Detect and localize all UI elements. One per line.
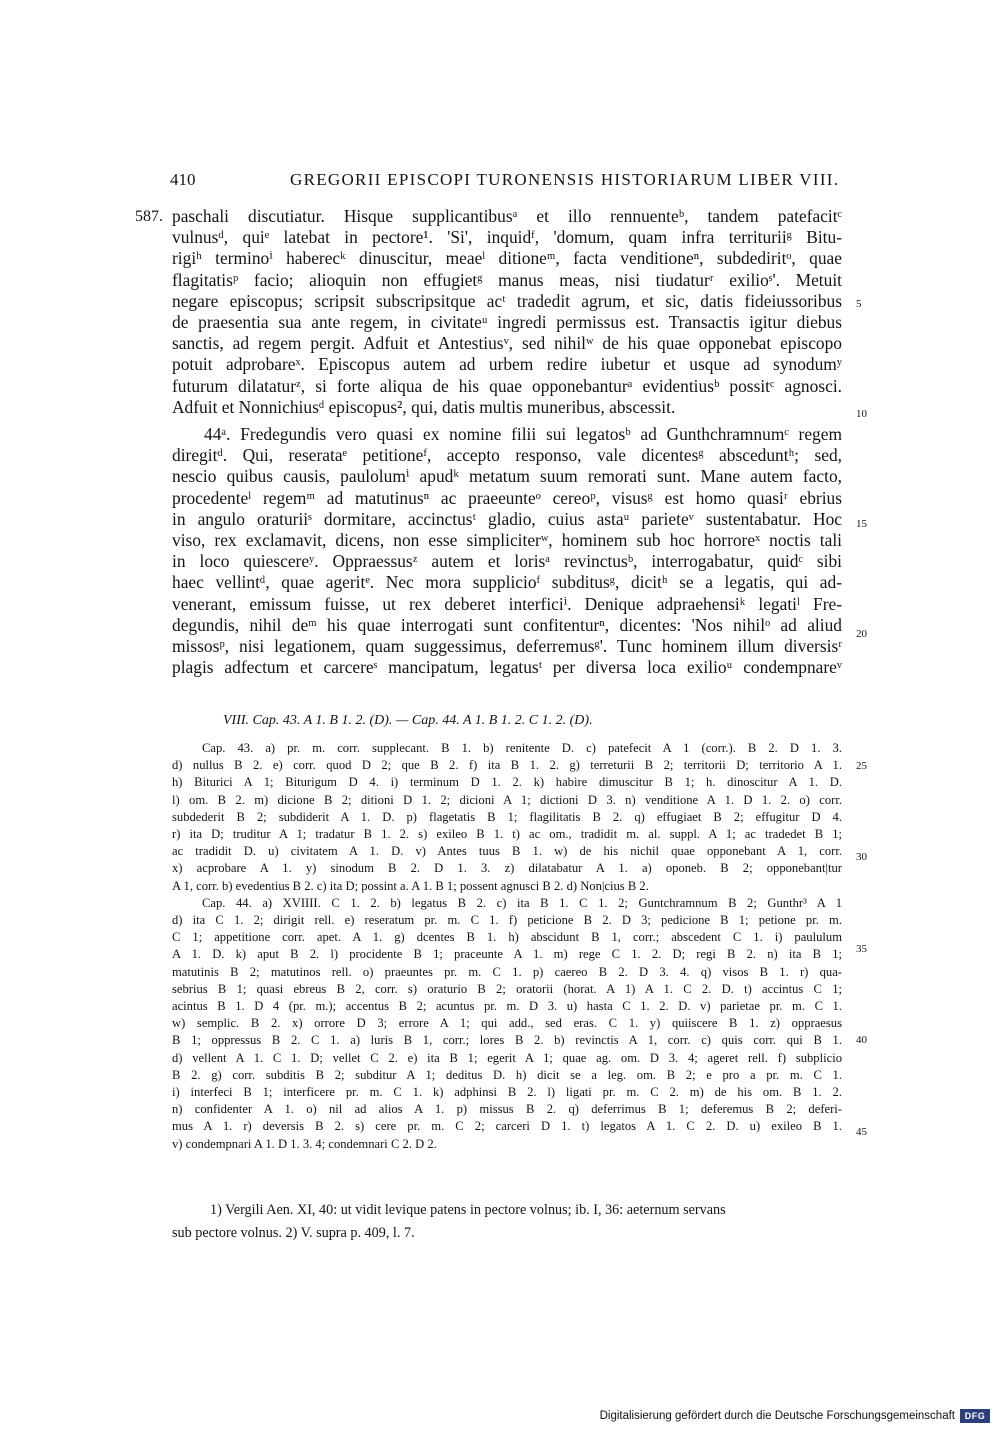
apparatus-line: mus A 1. r) deversis B 2. s) cere pr. m. C 2; carceri D 1. t) legatos A 1. C 2. D. u) exileo B 1.	[172, 1119, 842, 1134]
apparatus-line: Cap. 44. a) XVIIII. C 1. 2. b) legatus B 2. c) ita B 1. C 1. 2; Guntchramnum B 2; Gunthr³ A 1	[202, 895, 842, 910]
running-title: GREGORII EPISCOPI TURONENSIS HISTORIARUM LIBER VIII.	[290, 170, 840, 189]
apparatus-line: sebrius B 1; quasi ebreus B 2, corr. s) oraturio B 2; oratorii (horat. A 1) A 1. C 2. D. t) accintus C 1;	[172, 981, 842, 996]
text-line: degundis, nihil deᵐ his quae interrogati sunt confitenturⁿ, dicentes: 'Nos nihilᵒ ad aliud	[172, 614, 842, 635]
line-number: 15	[856, 518, 867, 530]
text-line: vulnusᵈ, quiᵉ latebat in pectore¹. 'Si', inquidᶠ, 'domum, quam infra territuriiᵍ Bitu-	[172, 227, 842, 248]
text-line: futurum dilataturᶻ, si forte aliqua de his quae opponebanturᵃ evidentiusᵇ possitᶜ agnosci.	[172, 375, 842, 396]
line-number: 25	[856, 760, 867, 772]
text-line: rigiʰ terminoⁱ haberecᵏ dinuscitur, meaeˡ ditioneᵐ, facta venditioneⁿ, subdediritᵒ, quae	[172, 248, 842, 269]
apparatus-line: n) confidenter A 1. o) nil ad alios A 1. p) missus B 2. q) deferrimus B 1; deferemus B 2; deferi-	[172, 1102, 842, 1117]
apparatus-line: d) ita C 1. 2; dirigit rell. e) reseratum pr. m. C 1. f) peticione B 2. D 3; pedicione B 1; petione pr. m.	[172, 913, 842, 928]
text-line: flagitatisᵖ facio; alioquin non effugietᵍ manus meas, nisi tiudaturʳ exilioˢ'. Metuit	[172, 269, 842, 290]
text-line: plagis adfectum et carcereˢ mancipatum, legatusᵗ per diversa loca exilioᵘ condempnareᵛ	[172, 657, 842, 678]
text-line: in loco quiescereʸ. Oppraessusᶻ autem et lorisᵃ revinctusᵇ, interrogabatur, quidᶜ sibi	[172, 551, 842, 572]
line-number: 20	[856, 628, 867, 640]
apparatus-line: A 1. D. k) aput B 2. l) procidente B 1; praceunte A 1. m) rege C 1. 2. D; regi B 2. n) ita B 1;	[172, 947, 842, 962]
text-line: diregitᵈ. Qui, reserataᵉ petitioneᶠ, accepto responso, vale dicentesᵍ absceduntʰ; sed,	[172, 445, 842, 466]
text-line: missosᵖ, nisi legationem, quam suggessimus, deferremusᵍ'. Tunc hominem illum diversisʳ	[172, 636, 842, 657]
margin-year: 587.	[135, 208, 163, 225]
apparatus-line: B 2. g) corr. subditis B 2; subditur A 1; deditus D. h) dicit se a leg. om. B 2; e pro a pr. m. C 1.	[172, 1067, 842, 1082]
apparatus-line: subdederit B 2; subdiderit A 1. D. p) flagetatis B 1; flagilitatis B 2. q) effugiaet B 2; effugitur D 4.	[172, 809, 842, 824]
apparatus-line: C 1; appetitione corr. apet. A 1. g) dcentes B 1. h) abscidunt B 1, corr.; abscedent C 1. i) paululum	[172, 930, 842, 945]
line-number: 30	[856, 851, 867, 863]
apparatus-line: Cap. 43. a) pr. m. corr. supplecant. B 1. b) renitente D. c) patefecit A 1 (corr.). B 2. D 1. 3.	[202, 741, 842, 755]
footnote-line: sub pectore volnus. 2) V. supra p. 409, l. 7.	[172, 1224, 415, 1241]
critical-apparatus	[172, 740, 842, 1153]
line-number: 35	[856, 943, 867, 955]
digitization-credit	[600, 1406, 990, 1426]
apparatus-line: matutinis B 2; matutinos rell. o) praeuntes pr. m. C 1. p) caereo B 2. D 3. 4. q) visos B 1. r) qua-	[172, 964, 842, 979]
footnotes	[172, 1199, 842, 1244]
line-number: 5	[856, 298, 862, 310]
line-number: 45	[856, 1126, 867, 1138]
apparatus-line: w) semplic. B 2. x) orrore D 3; errore A 1; qui add., sed eras. C 1. y) quiiscere B 1. z) oppraesus	[172, 1016, 842, 1031]
apparatus-line: ac tradidit D. u) civitatem A 1. D. v) Antes tuus B 1. w) de his nichil quae opponebant A 1, corr.	[172, 844, 842, 859]
apparatus-line: r) ita D; truditur A 1; tradatur B 1. 2. s) exileo B 1. t) ac om., tradidit m. al. suppl. A 1; ac tradedet B 1;	[172, 827, 842, 842]
text-line: potuit adprobareˣ. Episcopus autem ad urbem redire iubetur et usque ad synodumʸ	[172, 354, 842, 375]
text-line: nescio quibus causis, paulolumⁱ apudᵏ metatum suum remorati sunt. Mane autem facto,	[172, 466, 842, 487]
page-number: 410	[170, 170, 196, 189]
apparatus-line: d) nullus B 2. e) corr. quod D 2; que B 2. f) ita B 1. 2. g) terreturii B 2; territorii D; territorio A 1.	[172, 758, 842, 773]
text-line: de praesentia sua ante regem, in civitateᵘ ingredi permissus est. Transactis igitur diebus	[172, 312, 842, 333]
manuscript-sigla: VIII. Cap. 43. A 1. B 1. 2. (D). — Cap. 44. A 1. B 1. 2. C 1. 2. (D).	[223, 713, 593, 728]
apparatus-line: B 1; oppressus B 2. C 1. a) luris B 1, corr.; lores B 2. b) revinctis A 1, corr. c) quis corr. qui B 1.	[172, 1033, 842, 1048]
text-line: sanctis, ad regem pergit. Adfuit et Antestiusᵛ, sed nihilʷ de his quae opponebat episcopo	[172, 333, 842, 354]
footnote-line: 1) Vergili Aen. XI, 40: ut vidit levique patens in pectore volnus; ib. I, 36: aeternum servans	[210, 1202, 726, 1218]
apparatus-line: acintus B 1. D 4 (pr. m.); accentus B 2; acuntus pr. m. D 3. u) hasta C 1. 2. D. v) parietae pr. m. C 1.	[172, 999, 842, 1014]
apparatus-line: l) om. B 2. m) dicione B 2; ditioni D 1. 2; dicioni A 1; dictioni D 3. n) venditione A 1. D 1. 2. o) corr.	[172, 792, 842, 807]
text-line: Adfuit et Nonnichiusᵈ episcopus², qui, datis multis muneribus, abscessit.	[172, 396, 676, 417]
line-number: 40	[856, 1034, 867, 1046]
apparatus-line: v) condempnari A 1. D 1. 3. 4; condemnari C 2. D 2.	[172, 1136, 437, 1151]
text-line: procedenteˡ regemᵐ ad matutinusⁿ ac praeeunteᵒ cereoᵖ, visusᵍ est homo quasiʳ ebrius	[172, 487, 842, 508]
apparatus-line: i) interfeci B 1; interficere pr. m. C 1. k) adphinsi B 2. l) ligati pr. m. C 2. m) de his om. B 1. 2.	[172, 1085, 842, 1100]
page-header	[170, 170, 850, 194]
text-line: haec vellintᵈ, quae ageritᵉ. Nec mora supplicioᶠ subditusᵍ, dicitʰ se a legatis, qui ad-	[172, 572, 842, 593]
apparatus-line: x) acprobare A 1. y) sinodum B 2. D 1. 3. z) dilatabatur A 1. a) oponeb. B 2; opponebant|tur	[172, 861, 842, 876]
text-line: viso, rex exclamavit, dicens, non esse simpliciterʷ, hominem sub hoc horroreˣ noctis tali	[172, 530, 842, 551]
apparatus-line: A 1, corr. b) evedentius B 2. c) ita D; possint a. A 1. B 1; possent agnusci B 2. d) Non|cius B 2.	[172, 878, 649, 893]
chapter-44-start: 44ᵃ. Fredegundis vero quasi ex nomine filii sui legatosᵇ ad Gunthchramnumᶜ regem	[204, 424, 842, 445]
text-line: paschali discutiatur. Hisque supplicantibusᵃ et illo rennuenteᵇ, tandem patefacitᶜ	[172, 206, 842, 226]
text-line: venerant, emissum fuisse, ut rex deberet interficiⁱ. Denique adpraehensiᵏ legatiˡ Fre-	[172, 593, 842, 614]
text-line: in angulo oraturiiˢ dormitare, accinctusᵗ gladio, cuius astaᵘ parieteᵛ sustentabatur. Hoc	[172, 508, 842, 529]
apparatus-line: d) vellent A 1. C 1. D; vellet C 2. e) ita B 1; egerit A 1; quae ag. om. D 3. 4; ageret rell. f) subplicio	[172, 1050, 842, 1065]
text-line: negare episcopus; scripsit subscripsitque acᵗ tradedit agrum, et sic, datis fideiussoribus	[172, 290, 842, 311]
line-number: 10	[856, 408, 867, 420]
main-text	[172, 206, 842, 678]
credit-text: Digitalisierung gefördert durch die Deutsche Forschungsgemeinschaft	[599, 1410, 955, 1422]
dfg-logo: DFG	[960, 1409, 990, 1423]
apparatus-line: h) Biturici A 1; Biturigum D 4. i) terminum D 1. 2. k) habire dimuscitur B 1; h. dinoscitur A 1. D.	[172, 775, 842, 790]
